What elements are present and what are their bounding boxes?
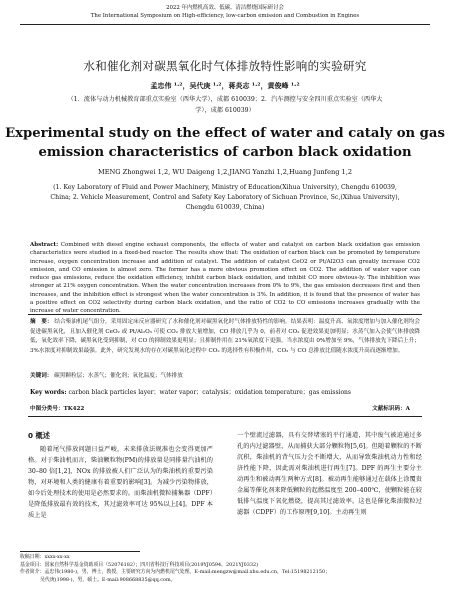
chinese-affiliation: （1．流体与动力机械教育部重点实验室（西华大学），成都 610039；2．汽车测控与安全四川重点实验室（西华大学），成都 610039） xyxy=(67,96,383,114)
abstract-label: Abstract: xyxy=(30,242,59,248)
abstract-text: Combined with diesel engine exhaust components, the effects of water and catalyst on carbon black oxidation gas emission characteristics were studied in a fixed-bed reactor. The results show that: The oxidation of carbon black can be promoted by temperature increase, oxygen concentration increase and addition of catalyst. The addition of catalyst CeO2 or Pt/Al2O3 can greatly increase CO2 emission, and CO emission is almost zero. The former has a more obvious promotion effect on CO2. The addition of water vapor can reduce gas emissions, reduce the oxidation efficiency, inhibit carbon black oxidation, and inhibit CO more obvious-ly. The inhibition was stronger at 21% oxygen concentration. When the water concentration increases from 0% to 9%, the gas emission decreases first and then increases, and the inhibition effect is strongest when the water concentration is 3%. In addition, it is found that the presence of water has a positive effect on CO2 selectivity during carbon black oxidation, and the ratio of CO2 to CO emissions increases gradually with the increase of water concentration. xyxy=(30,242,420,315)
header-line-en: The International Symposium on High-efficiency, low-carbon emission and Combustion in Engines xyxy=(90,13,360,19)
classification-line xyxy=(30,404,420,412)
cn-abstract-text: 结合柴油机尾气组分，采用固定床反应器研究了水和催化剂对碳黑氧化时气体排放特性的影响。结果表明：温度升高、氧浓度增加与加入催化剂均会促进碳黑氧化，且加入催化剂 CeO₂ 或 Pt/Al₂O₃ 可使 CO₂ 排放大量增加，CO 排放几乎为 0，前者对 CO₂ 促进效果更加明显；水蒸气加入会使气体排放降低，氧化效率下降，碳黑氧化受到抑制，对 CO 的抑制效果更明显；且抑制作用在 21%氧浓度下更强。当水浓度由 0%增加至 9%，气体排放先下降后上升；3%水浓度对抑制效果最强。此外，研究发现水的存在对碳黑氧化过程中 CO₂ 的选择性有积极作用，CO₂ 与 CO 总排放比值随水浓度升高而逐渐增加。 xyxy=(30,319,420,354)
conference-header xyxy=(0,4,450,20)
footnotes xyxy=(20,554,430,584)
en-keywords-label: Key words: xyxy=(30,389,67,396)
clc-number: 中图分类号：TK422 xyxy=(30,406,85,412)
classification-divider xyxy=(28,416,422,417)
chinese-title: 水和催化剂对碳黑氧化时气体排放特性影响的实验研究 xyxy=(83,59,367,73)
chinese-abstract xyxy=(30,318,420,356)
cn-keywords-label: 关键词： xyxy=(30,373,53,379)
cn-abstract-label: 摘 要： xyxy=(30,319,53,325)
author-bio-1: 作者简介：孟忠伟(1980-)，男，博士，教授，主要研究方向为内燃机尾气处理。E-mail:mengzw@mail.xhu.edu.cn，Tel:15198212150； xyxy=(20,569,330,575)
chinese-keywords xyxy=(30,372,420,381)
cn-keywords-text: 碳黑颗粒层；水蒸气；催化剂；氧化温度；气体排放 xyxy=(54,373,183,379)
english-authors: MENG Zhongwei 1,2, WU Daigeng 1,2,JIANG Yanzhi 1,2,Huang Junfeng 1,2 xyxy=(97,168,353,176)
footnote-rule xyxy=(20,551,140,552)
english-abstract xyxy=(30,241,420,316)
chinese-authors: 孟忠伟 ¹·²，吴代庚 ¹·²，蒋炎志 ¹·²，黄俊峰 ¹·² xyxy=(150,81,300,90)
abstract-divider xyxy=(28,314,422,315)
header-line-cn: 2022 年内燃机高效、低碳、清洁燃烧国际研讨会 xyxy=(166,5,284,11)
english-affiliation: (1. Key Laboratory of Fluid and Power Machinery, Ministry of Education(Xihua University), Chengdu 610039, China; 2. Vehicle Measurement, Control and Safety Key Laboratory of Sichuan Province, Sc,(Xihua University), Chengdu 610039, China) xyxy=(50,184,400,211)
document-code: 文献标识码：A xyxy=(372,406,410,412)
intro-right-column xyxy=(237,430,422,518)
intro-left-text: 随着尾气排放问题日益严峻，未来排放法规准也会变得更加严格。对于柴油机而言，柴油颗粒物(PM)的排放量是同排量汽油机的 30–80 倍[1,2]，NOx 的排放被人们广泛认为的柴油机的重要污染物，对环境和人类的健康有着重要的影响[3]。为减少污染物排放，如今后处理技术的使用是必然要求的。而柴油机微粒捕集器（DPF）是降低排放最有效的技术，其过滤效率可达 95%以上[4]。DPF 本质上是 xyxy=(28,446,213,519)
author-bio-2: 吴代庚(1998-)，男，硕士。E-mail:908668835@qq.com。 xyxy=(40,576,176,583)
header-rule xyxy=(20,24,430,25)
intro-right-text: 一个壁流过滤器，具有交替堵塞的平行通道，其中废气被迫通过多孔的内过滤器壁，从而捕获大部分颗粒物[5,6]。但随着颗粒的不断沉积，柴油机的背气压力会不断增大，从而导致柴油机动力性和经济性能下降，因此需对柴油机进行再生[7]。DPF 的再生主要分主动再生和被动再生两种方式[8]。被动再生能够通过在载体上涂覆贵金属等催化剂来降低颗粒的起燃温度至 200–400℃，使颗粒能在较低排气温度下氧化燃烧，提高其过滤效率。这也是催化柴油微粒过滤器（CDPF）的工作原理[9,10]。主动再生则 xyxy=(237,432,422,516)
en-keywords-text: carbon black particles layer；water vapor；catalysis；oxidation temperature；gas emissions xyxy=(68,389,351,396)
english-title: Experimental study on the effect of water and cataly on gas emission characteristics of carbon black oxidation xyxy=(5,126,445,160)
section-heading: 0 概述 xyxy=(28,431,50,440)
intro-left-column xyxy=(28,430,213,521)
fund-info: 基金项目：国家自然科学基金资助项目（52076182）；四川省科技厅科技项目(2019YJ0594、2021YJ0332) xyxy=(20,561,259,568)
received-date: 收稿日期：xxxx-xx-xx xyxy=(20,554,70,560)
english-keywords xyxy=(30,388,420,397)
